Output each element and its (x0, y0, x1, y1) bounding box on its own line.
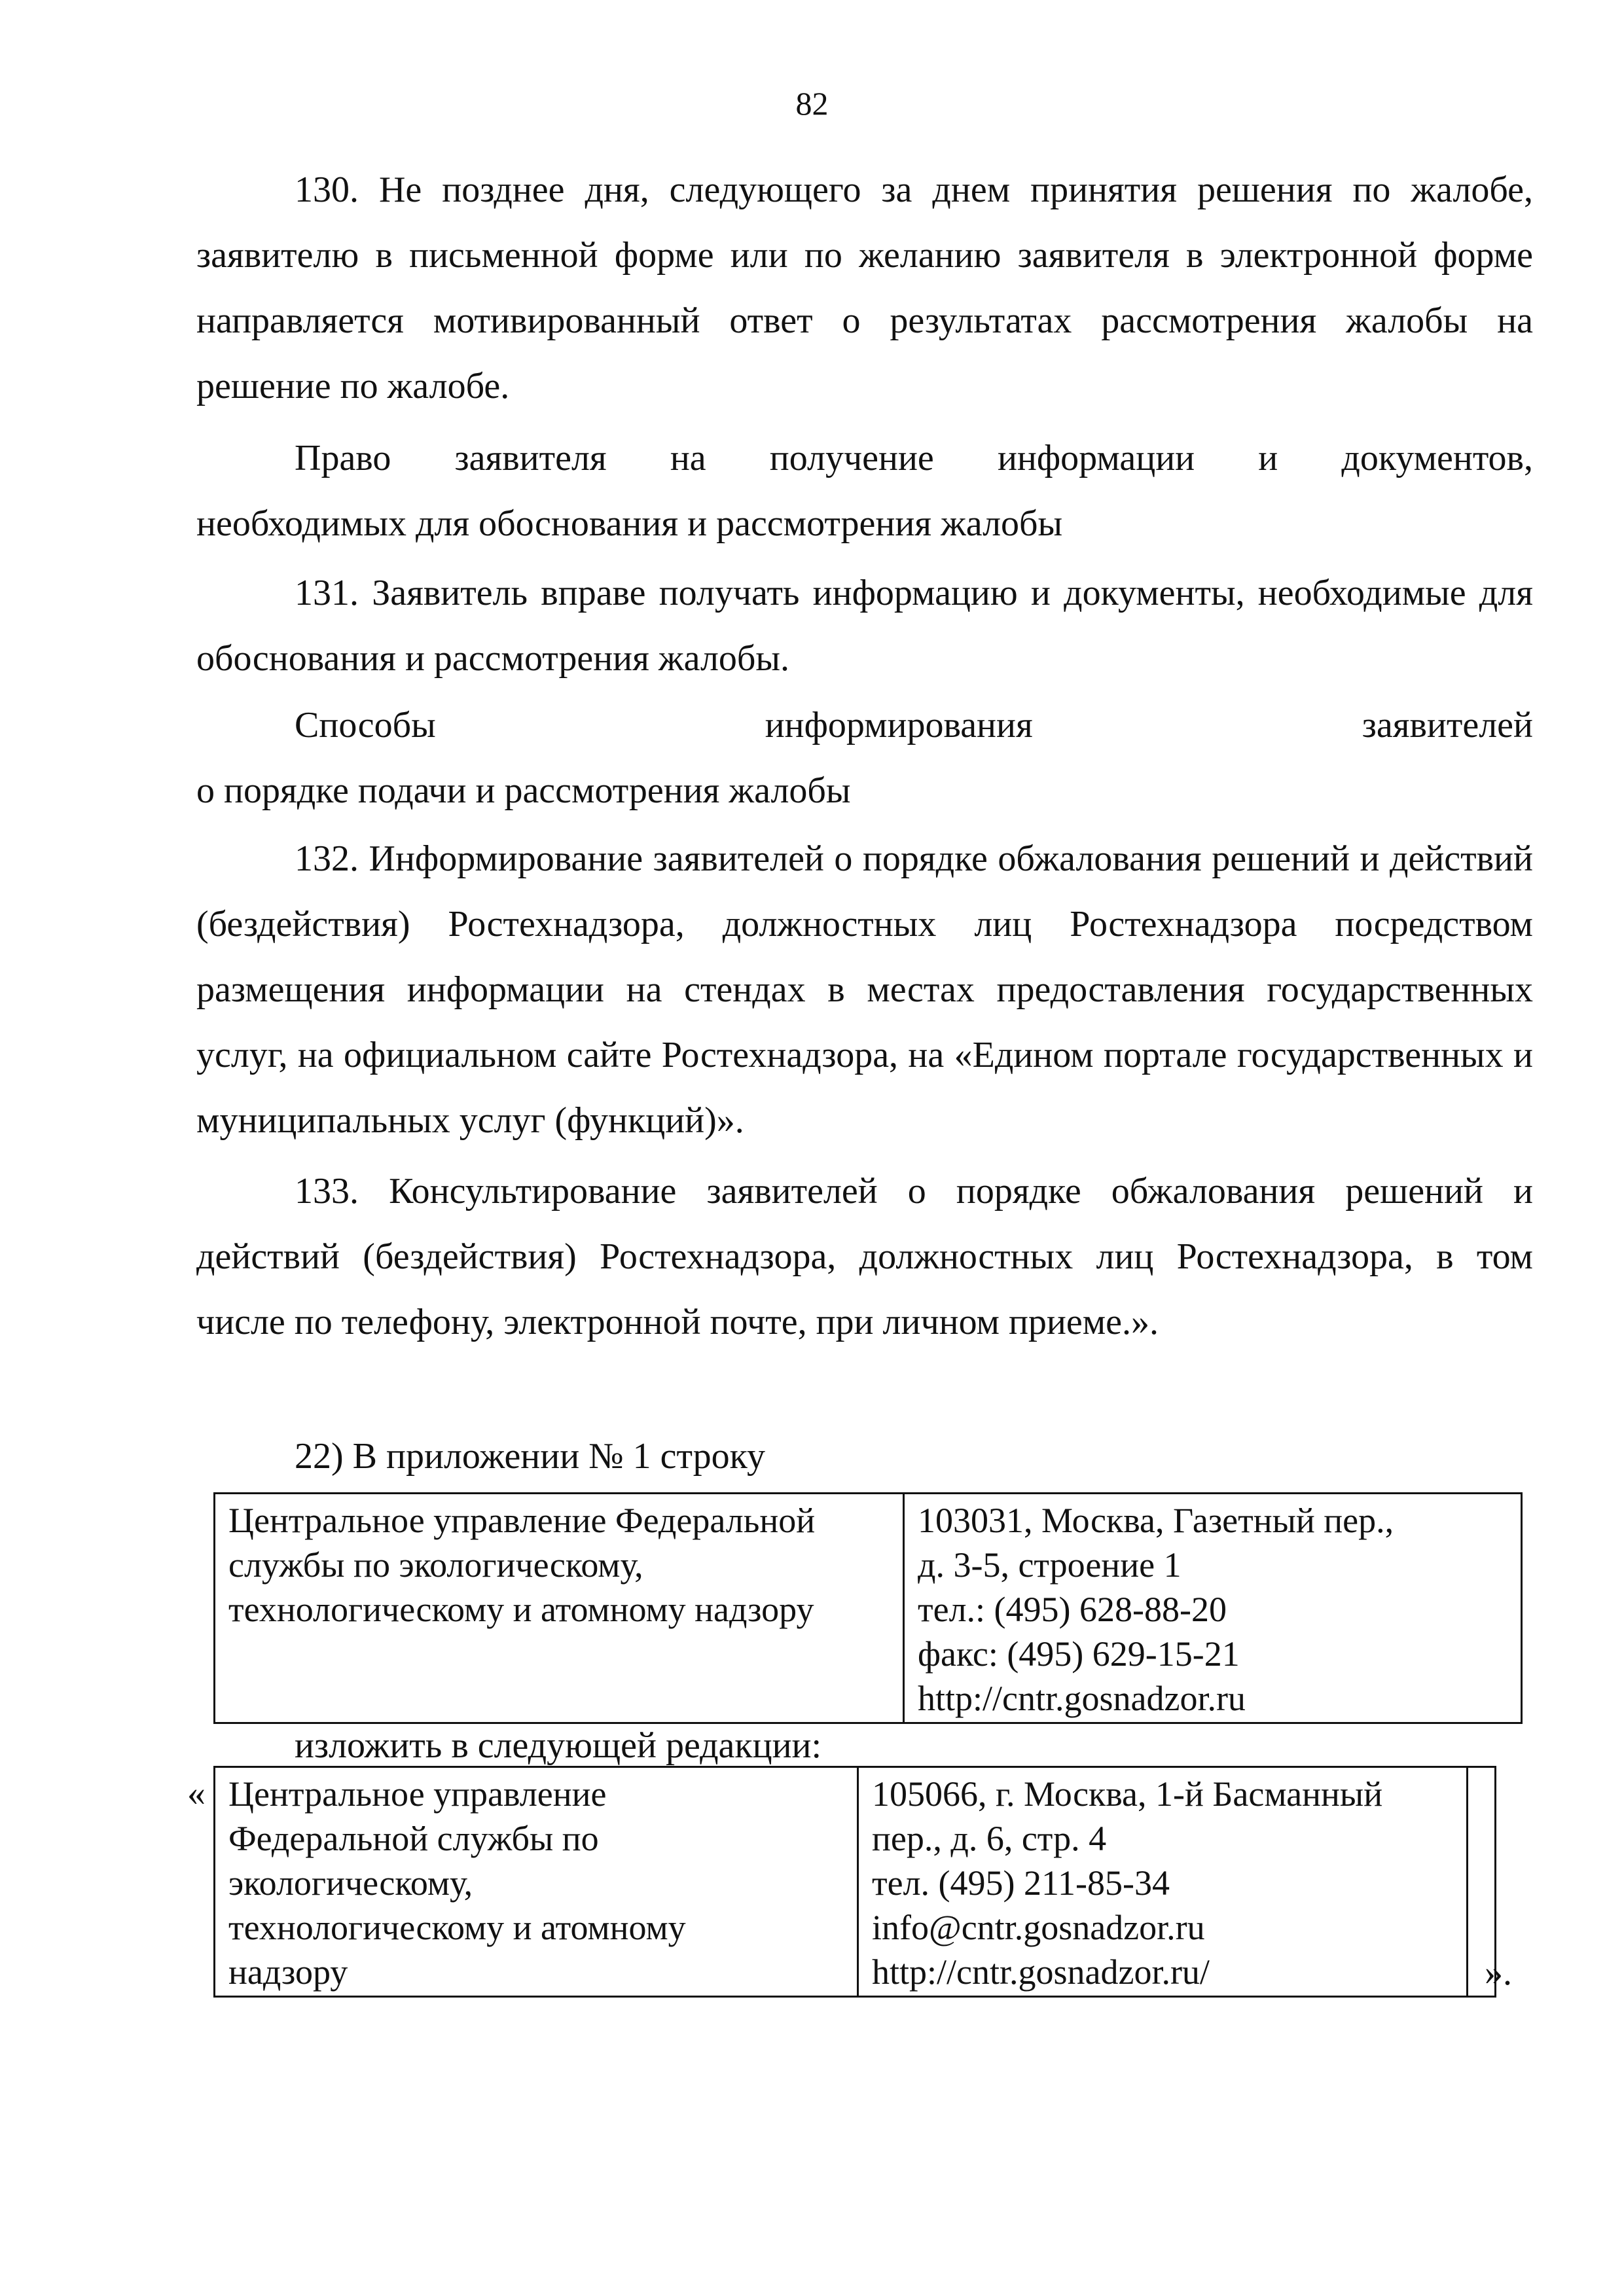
heading-right-line-2: необходимых для обоснования и рассмотрения жалобы (196, 503, 1063, 544)
new-name-line: экологическому, (228, 1863, 473, 1903)
new-name-line: технологическому и атомному (228, 1908, 686, 1947)
paragraph-132: 132. Информирование заявителей о порядке обжалования решений и действий (бездействия) Ростехнадзора, должностных лиц Ростехнадзора посредством размещения информации на стендах в местах предоставления государственных услуг, на официальном сайте Ростехнадзора, на «Едином портале государственных и муниципальных услуг (функций)». (196, 838, 1533, 1141)
new-address-cell (858, 1767, 1468, 1997)
heading-ways-line-1: Способы информирования заявителей (295, 705, 1533, 745)
old-address-line: д. 3-5, строение 1 (918, 1545, 1182, 1585)
heading-right-line-1: Право заявителя на получение информации и документов, (295, 438, 1533, 478)
page-number: 82 (795, 85, 829, 122)
new-address-line: тел. (495) 211-85-34 (872, 1863, 1170, 1903)
new-row-table (213, 1766, 1496, 1998)
new-address-line: info@cntr.gosnadzor.ru (872, 1908, 1205, 1947)
old-address-line: факс: (495) 629-15-21 (918, 1634, 1240, 1674)
old-name-line: службы по экологическому, (228, 1545, 643, 1585)
paragraph-130: 130. Не позднее дня, следующего за днем принятия решения по жалобе, заявителю в письменной форме или по желанию заявителя в электронной форме направляется мотивированный ответ о результатах рассмотрения жалобы на решение по жалобе. (196, 170, 1533, 406)
paragraph-133: 133. Консультирование заявителей о порядке обжалования решений и действий (бездействия) Ростехнадзора, должностных лиц Ростехнадзора, в том числе по телефону, электронной почте, при личном приеме.». (196, 1171, 1533, 1342)
old-address-line: http://cntr.gosnadzor.ru (918, 1679, 1246, 1718)
replace-text: изложить в следующей редакции: (295, 1725, 822, 1766)
heading-right-to-information (196, 425, 1533, 556)
heading-ways-line-2: о порядке подачи и рассмотрения жалобы (196, 770, 851, 811)
heading-informing-ways (196, 692, 1533, 823)
new-name-line: надзору (228, 1952, 348, 1992)
old-name-line: Центральное управление Федеральной (228, 1501, 816, 1540)
old-name-line: технологическому и атомному надзору (228, 1590, 814, 1629)
table-row (215, 1494, 1522, 1723)
new-address-line: 105066, г. Москва, 1-й Басманный (872, 1774, 1383, 1814)
old-address-cell (904, 1494, 1522, 1723)
new-address-line: пер., д. 6, стр. 4 (872, 1819, 1107, 1858)
table-row (215, 1767, 1496, 1997)
opening-quote: « (187, 1773, 206, 1814)
old-row-table (213, 1492, 1523, 1724)
closing-quote: ». (1485, 1952, 1512, 1993)
amendment-intro: 22) В приложении № 1 строку (295, 1436, 766, 1477)
new-address-line: http://cntr.gosnadzor.ru/ (872, 1952, 1210, 1992)
old-name-cell (215, 1494, 904, 1723)
old-address-line: тел.: (495) 628-88-20 (918, 1590, 1227, 1629)
new-name-line: Центральное управление (228, 1774, 607, 1814)
new-name-cell (215, 1767, 858, 1997)
paragraph-131: 131. Заявитель вправе получать информацию и документы, необходимые для обоснования и рассмотрения жалобы. (196, 573, 1533, 679)
old-address-line: 103031, Москва, Газетный пер., (918, 1501, 1394, 1540)
new-name-line: Федеральной службы по (228, 1819, 599, 1858)
